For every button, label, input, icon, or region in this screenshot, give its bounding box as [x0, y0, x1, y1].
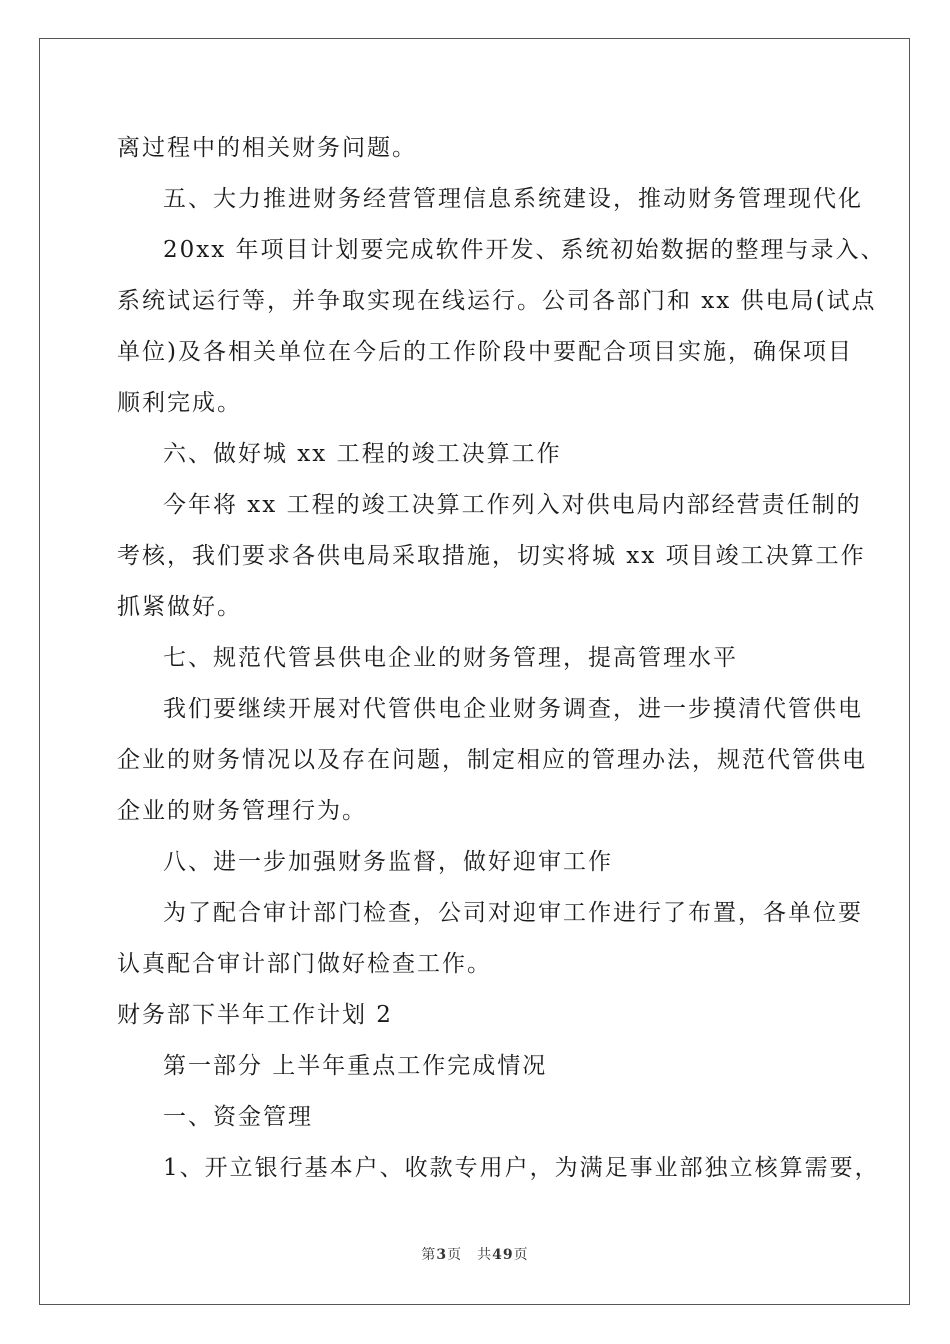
text-line: 1、开立银行基本户、收款专用户，为满足事业部独立核算需要，: [163, 1155, 880, 1181]
text-line: 第一部分 上半年重点工作完成情况: [163, 1053, 548, 1079]
text-line: 我们要继续开展对代管供电企业财务调查，进一步摸清代管供电: [163, 696, 863, 722]
text-line: 八、进一步加强财务监督，做好迎审工作: [163, 849, 613, 875]
text-line: 考核，我们要求各供电局采取措施，切实将城 xx 项目竣工决算工作: [117, 543, 866, 569]
footer-middle: 页 共: [447, 1247, 493, 1263]
text-line: 企业的财务情况以及存在问题，制定相应的管理办法，规范代管供电: [117, 747, 867, 773]
text-line: 离过程中的相关财务问题。: [117, 135, 417, 161]
footer-suffix: 页: [513, 1247, 529, 1263]
footer-prefix: 第: [421, 1247, 437, 1263]
text-line: 一、资金管理: [163, 1104, 313, 1130]
text-line: 系统试运行等，并争取实现在线运行。公司各部门和 xx 供电局(试点: [117, 288, 877, 314]
text-line: 今年将 xx 工程的竣工决算工作列入对供电局内部经营责任制的: [163, 492, 862, 518]
total-pages-number: 49: [492, 1247, 514, 1263]
text-line: 抓紧做好。: [117, 594, 242, 620]
text-line: 20xx 年项目计划要完成软件开发、系统初始数据的整理与录入、: [163, 237, 886, 263]
text-line: 五、大力推进财务经营管理信息系统建设，推动财务管理现代化: [163, 186, 863, 212]
text-line: 单位)及各相关单位在今后的工作阶段中要配合项目实施，确保项目: [117, 339, 853, 365]
text-line: 为了配合审计部门检查，公司对迎审工作进行了布置，各单位要: [163, 900, 863, 926]
text-line: 顺利完成。: [117, 390, 242, 416]
document-body: [117, 128, 886, 1199]
text-line: 六、做好城 xx 工程的竣工决算工作: [163, 441, 562, 467]
current-page-number: 3: [436, 1247, 448, 1263]
page-footer: [0, 1244, 950, 1264]
text-line: 认真配合审计部门做好检查工作。: [117, 951, 492, 977]
text-line: 财务部下半年工作计划 2: [117, 1002, 393, 1028]
text-line: 七、规范代管县供电企业的财务管理，提高管理水平: [163, 645, 738, 671]
text-line: 企业的财务管理行为。: [117, 798, 367, 824]
